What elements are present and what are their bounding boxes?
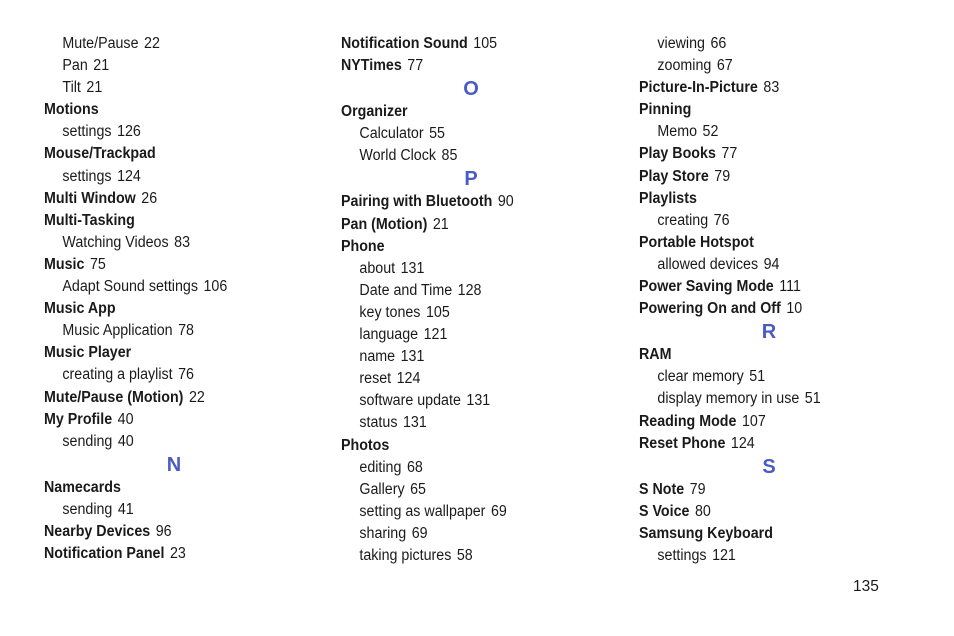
index-entry <box>341 55 580 77</box>
index-subentry <box>44 33 283 55</box>
page-reference: 131 <box>400 348 425 366</box>
entry-term: Mute/Pause (Motion) <box>44 388 184 406</box>
entry-term: Music Player <box>44 344 132 362</box>
page-reference: 90 <box>497 193 514 211</box>
page-reference: 40 <box>117 432 134 450</box>
index-entry <box>341 191 580 213</box>
index-entry <box>44 210 283 232</box>
page-reference: 21 <box>432 215 449 233</box>
page-reference: 131 <box>402 414 427 432</box>
page-number: 135 <box>853 578 879 595</box>
entry-term: reset <box>359 370 392 388</box>
entry-term: S Voice <box>639 502 690 520</box>
index-entry <box>341 101 580 123</box>
entry-term: S Note <box>639 480 685 498</box>
page-reference: 40 <box>117 410 134 428</box>
page-reference: 131 <box>466 392 491 410</box>
entry-term: Portable Hotspot <box>639 233 754 251</box>
index-subentry <box>639 366 878 388</box>
entry-term: taking pictures <box>359 546 452 564</box>
index-entry <box>341 33 580 55</box>
index-column-2 <box>341 33 601 567</box>
page-reference: 69 <box>411 524 428 542</box>
index-subentry <box>639 33 878 55</box>
section-letter-heading: P <box>464 168 478 191</box>
page-reference: 10 <box>786 300 803 318</box>
page-reference: 121 <box>712 546 736 564</box>
page-reference: 121 <box>423 326 448 344</box>
entry-term: Notification Sound <box>341 35 468 52</box>
entry-term: Picture-In-Picture <box>639 79 758 97</box>
page-reference: 75 <box>89 255 106 273</box>
page-reference: 77 <box>407 57 424 75</box>
index-subentry <box>44 499 283 521</box>
entry-term: Memo <box>657 123 698 141</box>
entry-term: Pan <box>62 57 88 75</box>
entry-term: sending <box>62 432 113 450</box>
page-reference: 85 <box>441 147 458 165</box>
index-entry <box>341 236 580 258</box>
section-letter-heading: S <box>762 455 776 478</box>
section-letter-heading: R <box>761 321 777 344</box>
entry-term: Play Books <box>639 145 716 163</box>
index-column-1 <box>44 33 304 565</box>
page-reference: 76 <box>713 211 730 229</box>
entry-term: sharing <box>359 524 407 542</box>
page-reference: 55 <box>429 125 445 143</box>
entry-term: zooming <box>657 57 712 75</box>
index-entry <box>44 188 283 210</box>
page-reference: 68 <box>406 458 423 476</box>
entry-term: language <box>359 326 419 344</box>
index-subentry <box>341 280 580 302</box>
section-letter-heading: O <box>463 78 479 101</box>
index-subentry <box>44 232 283 254</box>
entry-term: NYTimes <box>341 57 402 75</box>
entry-term: Notification Panel <box>44 545 165 563</box>
index-subentry <box>44 55 283 77</box>
entry-term: Motions <box>44 101 99 119</box>
index-subentry <box>639 545 878 567</box>
page-reference: 94 <box>763 255 780 273</box>
index-entry <box>639 479 878 501</box>
entry-term: Music Application <box>62 322 173 340</box>
index-subentry <box>44 431 283 453</box>
entry-term: clear memory <box>657 368 744 386</box>
entry-term: software update <box>359 392 461 410</box>
index-entry <box>639 232 878 254</box>
index-subentry <box>44 320 283 342</box>
entry-term: Reset Phone <box>639 434 726 452</box>
index-subentry <box>341 390 580 412</box>
entry-term: Nearby Devices <box>44 522 151 540</box>
entry-term: Powering On and Off <box>639 300 781 318</box>
index-entry <box>639 501 878 523</box>
page-reference: 41 <box>117 500 134 518</box>
index-entry <box>639 411 878 433</box>
index-entry <box>639 77 878 99</box>
entry-term: Multi-Tasking <box>44 211 135 229</box>
page-reference: 83 <box>174 233 191 251</box>
page-reference: 21 <box>93 57 110 75</box>
index-subentry <box>341 523 580 545</box>
section-letter-heading: N <box>166 453 182 476</box>
entry-term: Calculator <box>359 125 424 143</box>
entry-term: settings <box>62 167 112 185</box>
entry-term: Pairing with Bluetooth <box>341 193 493 211</box>
entry-term: Playlists <box>639 189 697 207</box>
index-entry <box>639 276 878 298</box>
entry-term: settings <box>657 546 707 564</box>
entry-term: Photos <box>341 436 390 454</box>
entry-term: Music App <box>44 300 116 318</box>
index-subentry <box>44 364 283 386</box>
index-subentry <box>639 121 878 143</box>
page-reference: 76 <box>178 366 194 384</box>
entry-term: Watching Videos <box>62 233 169 251</box>
index-subentry <box>341 412 580 434</box>
index-entry <box>44 521 283 543</box>
entry-term: Namecards <box>44 478 121 496</box>
index-entry <box>639 298 878 320</box>
index-entry <box>44 254 283 276</box>
page-reference: 77 <box>721 145 738 163</box>
index-entry <box>639 523 878 545</box>
page-reference: 83 <box>763 79 780 97</box>
index-entry <box>639 433 878 455</box>
index-subentry <box>44 77 283 99</box>
index-entry <box>44 409 283 431</box>
index-entry <box>639 344 878 366</box>
entry-term: key tones <box>359 303 421 321</box>
entry-term: Play Store <box>639 167 709 185</box>
index-subentry <box>639 55 878 77</box>
entry-term: status <box>359 414 398 432</box>
entry-term: creating a playlist <box>62 366 173 384</box>
entry-term: Date and Time <box>359 281 453 299</box>
page-reference: 69 <box>490 502 507 520</box>
entry-term: display memory in use <box>657 390 800 408</box>
page-reference: 79 <box>714 167 731 185</box>
index-subentry <box>44 166 283 188</box>
entry-term: My Profile <box>44 410 113 428</box>
entry-term: Mouse/Trackpad <box>44 145 156 163</box>
index-subentry <box>639 210 878 232</box>
entry-term: World Clock <box>359 147 437 165</box>
page-reference: 105 <box>473 35 498 52</box>
entry-term: setting as wallpaper <box>359 502 486 520</box>
index-entry <box>639 143 878 165</box>
page-reference: 96 <box>155 522 172 540</box>
index-entry <box>341 214 580 236</box>
entry-term: sending <box>62 500 113 518</box>
entry-term: Reading Mode <box>639 412 737 430</box>
page-reference: 66 <box>710 35 727 52</box>
index-entry <box>341 435 580 457</box>
page-reference: 128 <box>457 281 482 299</box>
index-subentry <box>341 145 580 167</box>
index-subentry <box>44 121 283 143</box>
entry-term: viewing <box>657 35 705 52</box>
index-subentry <box>341 501 580 523</box>
page-reference: 107 <box>741 412 766 430</box>
index-subentry <box>44 276 283 298</box>
entry-term: Pinning <box>639 101 692 119</box>
index-entry <box>44 342 283 364</box>
entry-term: Adapt Sound settings <box>62 278 198 296</box>
entry-term: allowed devices <box>657 255 759 273</box>
index-subentry <box>341 324 580 346</box>
entry-term: settings <box>62 123 112 141</box>
index-subentry <box>341 545 580 567</box>
entry-term: Samsung Keyboard <box>639 524 773 542</box>
page-reference: 58 <box>456 546 473 564</box>
entry-term: Music <box>44 255 85 273</box>
entry-term: about <box>359 259 396 277</box>
page-reference: 131 <box>400 259 425 277</box>
entry-term: Gallery <box>359 480 405 498</box>
entry-term: Phone <box>341 237 385 255</box>
page-reference: 79 <box>689 480 706 498</box>
entry-term: Multi Window <box>44 189 136 207</box>
index-subentry <box>639 388 878 410</box>
index-entry <box>44 143 283 165</box>
page-reference: 21 <box>86 79 103 97</box>
entry-term: Organizer <box>341 103 408 121</box>
page-reference: 80 <box>694 502 711 520</box>
index-subentry <box>341 368 580 390</box>
index-subentry <box>341 258 580 280</box>
entry-term: Tilt <box>62 79 81 97</box>
entry-term: RAM <box>639 346 672 364</box>
page-reference: 22 <box>188 388 205 406</box>
index-subentry <box>341 123 580 145</box>
index-entry <box>639 99 878 121</box>
page-reference: 106 <box>203 278 228 296</box>
index-subentry <box>341 457 580 479</box>
index-subentry <box>341 302 580 324</box>
index-entry <box>639 188 878 210</box>
page-reference: 22 <box>144 35 160 52</box>
index-column-3 <box>639 33 899 567</box>
page-reference: 23 <box>169 545 186 563</box>
page-reference: 124 <box>117 167 141 185</box>
page-reference: 124 <box>730 434 755 452</box>
index-entry <box>639 166 878 188</box>
index-subentry <box>341 479 580 501</box>
page-reference: 78 <box>178 322 194 340</box>
page-reference: 26 <box>141 189 158 207</box>
index-entry <box>44 387 283 409</box>
page-reference: 111 <box>779 278 801 296</box>
index-subentry <box>341 346 580 368</box>
page-reference: 126 <box>117 123 141 141</box>
page-reference: 67 <box>716 57 733 75</box>
index-entry <box>44 477 283 499</box>
index-entry <box>44 543 283 565</box>
page-reference: 65 <box>410 480 426 498</box>
index-entry <box>44 298 283 320</box>
entry-term: Mute/Pause <box>62 35 139 52</box>
index-entry <box>44 99 283 121</box>
entry-term: editing <box>359 458 402 476</box>
page-reference: 52 <box>702 123 719 141</box>
entry-term: Power Saving Mode <box>639 278 774 296</box>
page-reference: 124 <box>396 370 421 388</box>
entry-term: Pan (Motion) <box>341 215 428 233</box>
entry-term: name <box>359 348 396 366</box>
page-reference: 51 <box>749 368 766 386</box>
index-subentry <box>639 254 878 276</box>
entry-term: creating <box>657 211 709 229</box>
page-reference: 105 <box>425 303 450 321</box>
page-reference: 51 <box>804 390 821 408</box>
